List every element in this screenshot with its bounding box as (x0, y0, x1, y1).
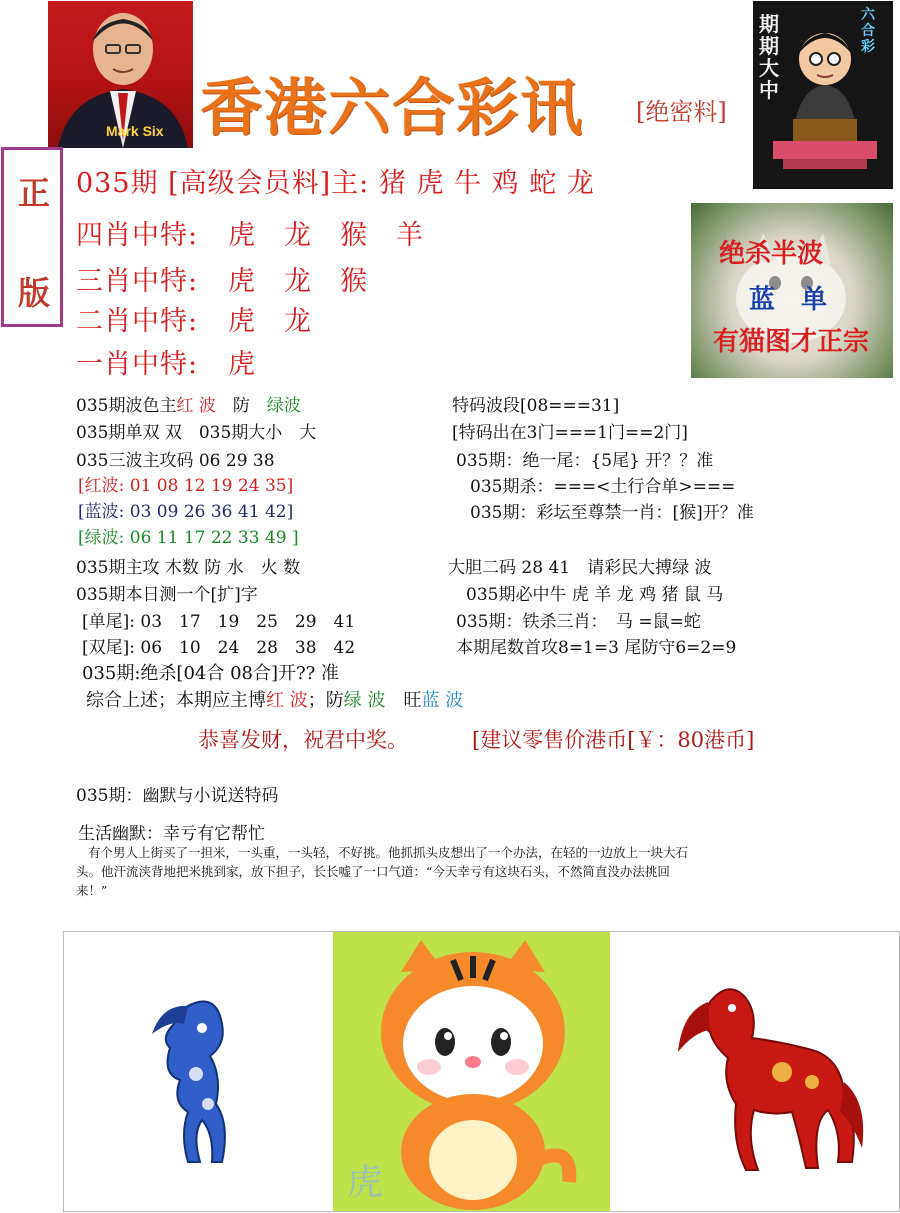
double-tail-line: [双尾]: 06 10 24 28 38 42 (82, 638, 356, 658)
wave-color-line (76, 391, 301, 416)
three-zodiac-label: 三肖中特: (76, 266, 199, 297)
three-kill-line: 035期：铁杀三肖： 马 =鼠=蛇 (456, 612, 701, 632)
story-line-2: 头。他汗流浃背地把米挑到家，放下担子，长长嘘了一口气道：“今天幸亏有这块石头，不然简直没办法挑回 (76, 864, 670, 879)
odd-even-line: 035期单双 双 035期大小 大 (76, 423, 317, 443)
blue-wave-line: [蓝波: 03 09 26 36 41 42] (78, 502, 294, 522)
poster-line-1: 绝杀半波 (719, 239, 824, 269)
summary-green: 绿 波 (343, 690, 386, 711)
wave-prefix: 035期波色主 (76, 396, 177, 416)
authentic-badge (1, 147, 63, 327)
congrats-text: 恭喜发财，祝君中奖。 (198, 728, 408, 752)
range-line: 特码波段[08===31] (452, 396, 620, 416)
host-photo (48, 1, 193, 148)
badge-top: 正 (18, 174, 51, 212)
door-line: [特码出在3门===1门==2门] (452, 423, 688, 443)
one-zodiac-value: 虎 (228, 349, 256, 380)
one-zodiac-label: 一肖中特: (76, 349, 199, 380)
red-horse-icon (662, 972, 872, 1192)
kill-line: 035期:绝杀[04合 08合]开?? 准 (82, 663, 340, 684)
story-subheading: 生活幽默：幸亏有它帮忙 (78, 824, 265, 844)
green-wave-line: [绿波: 06 11 17 22 33 49 ] (78, 528, 299, 548)
element-line: 035期主攻 木数 防 水 火 数 (76, 558, 301, 578)
story-line-3: 来！” (76, 883, 108, 898)
three-zodiac-value: 虎 龙 猴 (228, 266, 368, 297)
wave-mid: 防 (215, 396, 267, 416)
summary-b: ；防 (307, 690, 344, 711)
cartoon-text-left: 期期大中 (759, 12, 779, 102)
story-line-1: 有个男人上街买了一担米，一头重，一头轻，不好挑。他抓抓头皮想出了一个办法，在轻的一边放上一块大石 (88, 845, 689, 860)
poster-line-3: 有猫图才正宗 (713, 327, 870, 357)
tiger-char: 虎 (347, 1162, 384, 1203)
cartoon-mascot (753, 1, 893, 189)
price-text: [建议零售价港币[￥：80港币] (472, 728, 755, 752)
title-tag: [绝密料] (636, 98, 727, 126)
wave-main: 红 波 (176, 396, 216, 416)
tail-line: 035期：绝一尾：{5尾} 开？？准 (456, 451, 714, 471)
cat-poster (691, 203, 893, 378)
summary-line (86, 686, 463, 712)
four-zodiac-value: 虎 龙 猴 羊 (228, 220, 424, 251)
story-heading: 035期：幽默与小说送特码 (76, 786, 279, 806)
summary-c: 旺 (385, 690, 422, 711)
tiger-cartoon (333, 932, 610, 1211)
poster-line-2: 蓝 单 (749, 285, 828, 315)
bottom-image-strip (63, 931, 900, 1212)
summary-blue: 蓝 波 (421, 690, 464, 711)
cartoon-text-right: 六合彩 (861, 7, 875, 55)
two-zodiac-label: 二肖中特: (76, 306, 199, 337)
two-zodiac-value: 虎 龙 (228, 306, 312, 337)
two-codes-line: 大胆二码 28 41 请彩民大搏绿 波 (448, 558, 712, 578)
must-line: 035期必中牛 虎 羊 龙 鸡 猪 鼠 马 (466, 585, 724, 605)
kill-element-line: 035期杀：===<土行合单>=== (470, 477, 736, 497)
attack-codes-line: 035三波主攻码 06 29 38 (76, 451, 275, 471)
summary-red: 红 波 (266, 690, 308, 711)
blue-horse-icon (122, 984, 272, 1184)
red-wave-line: [红波: 01 08 12 19 24 35] (78, 476, 294, 496)
four-zodiac-label: 四肖中特: (76, 220, 199, 251)
page-title: 香港六合彩讯 (200, 71, 585, 144)
single-tail-line: [单尾]: 03 17 19 25 29 41 (82, 612, 356, 632)
wave-guard: 绿波 (266, 396, 301, 416)
tail-nums-line: 本期尾数首攻8=1=3 尾防守6=2=9 (456, 638, 737, 658)
photo-caption: Mark Six (106, 123, 164, 139)
word-line: 035期本日测一个[扩]字 (76, 585, 258, 605)
badge-bottom: 版 (18, 274, 51, 312)
forbid-line: 035期：彩坛至尊禁一肖：[猴]开？准 (470, 503, 754, 523)
vip-pick-line: 035期 [高级会员料]主: 猪 虎 牛 鸡 蛇 龙 (76, 168, 595, 199)
summary-a: 综合上述；本期应主博 (86, 690, 266, 711)
